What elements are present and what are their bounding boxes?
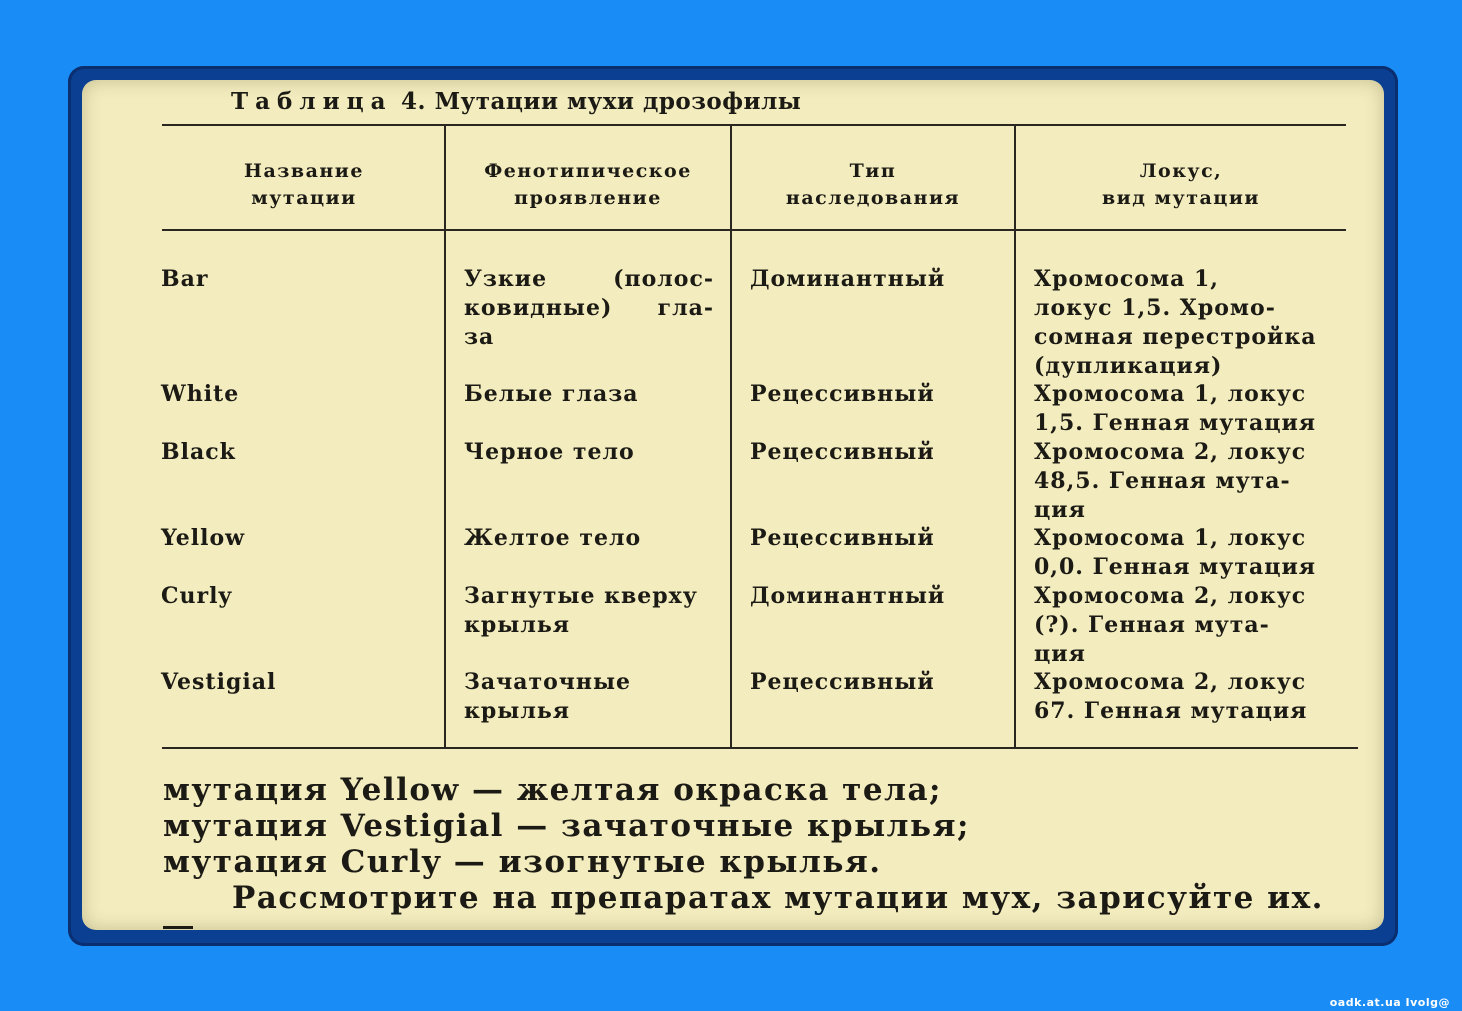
cropped-text-line <box>163 916 1363 930</box>
table-row-name: Black <box>161 439 236 465</box>
table-caption-title: 4. Мутации мухи дрозофилы <box>401 88 802 115</box>
textbook-page <box>82 80 1384 930</box>
watermark: oadk.at.ua Ivolg@ <box>1329 996 1450 1009</box>
table-row-inheritance: Рецессивный <box>750 381 935 407</box>
table-row-name: Vestigial <box>161 669 277 695</box>
table-row-name: White <box>161 381 240 407</box>
body-text-line: мутация Curly — изогнутые крылья. <box>163 844 882 880</box>
body-text-line: мутация Vestigial — зачаточные крылья; <box>163 808 970 844</box>
table-caption-word: Таблица <box>231 88 393 115</box>
table-row-locus: Хромосома 2, локус 48,5. Генная мута- ция <box>1034 439 1307 523</box>
header-inheritance: Тип наследования <box>785 160 961 209</box>
table-row-inheritance: Доминантный <box>750 266 946 292</box>
header-phenotype: Фенотипическое проявление <box>484 160 692 209</box>
table-row-phenotype: Зачаточные крылья <box>464 669 632 724</box>
table-row-inheritance: Рецессивный <box>750 525 935 551</box>
table-row-phenotype: Желтое тело <box>464 525 642 551</box>
body-text-line: Рассмотрите на препаратах мутации мух, зарисуйте их. <box>232 880 1324 916</box>
table-row-phenotype: Узкие (полос- ковидные) гла- за <box>464 266 714 350</box>
column-divider-2 <box>730 126 732 749</box>
header-mutation-name: Название мутации <box>244 160 364 209</box>
table-row-locus: Хромосома 1, локус 1,5. Хромо- сомная перестройка (дупликация) <box>1034 266 1317 379</box>
table-row-locus: Хромосома 2, локус 67. Генная мутация <box>1034 669 1308 724</box>
column-divider-3 <box>1014 126 1016 749</box>
table-row-phenotype: Загнутые кверху крылья <box>464 583 698 638</box>
table-top-rule <box>162 124 1346 126</box>
table-row-name: Curly <box>161 583 233 609</box>
table-row-inheritance: Доминантный <box>750 583 946 609</box>
table-row-inheritance: Рецессивный <box>750 669 935 695</box>
table-row-phenotype: Черное тело <box>464 439 635 465</box>
column-divider-1 <box>444 126 446 749</box>
table-row-locus: Хромосома 1, локус 1,5. Генная мутация <box>1034 381 1317 436</box>
table-row-locus: Хромосома 2, локус (?). Генная мута- ция <box>1034 583 1307 667</box>
header-bottom-rule <box>162 229 1346 231</box>
table-row-name: Yellow <box>161 525 246 551</box>
table-row-locus: Хромосома 1, локус 0,0. Генная мутация <box>1034 525 1317 580</box>
header-locus: Локус, вид мутации <box>1101 160 1261 209</box>
table-row-name: Bar <box>161 266 209 292</box>
table-caption <box>231 88 801 115</box>
body-text-line: мутация Yellow — желтая окраска тела; <box>163 772 942 808</box>
table-row-phenotype: Белые глаза <box>464 381 639 407</box>
table-row-inheritance: Рецессивный <box>750 439 935 465</box>
table-bottom-rule <box>162 747 1358 749</box>
